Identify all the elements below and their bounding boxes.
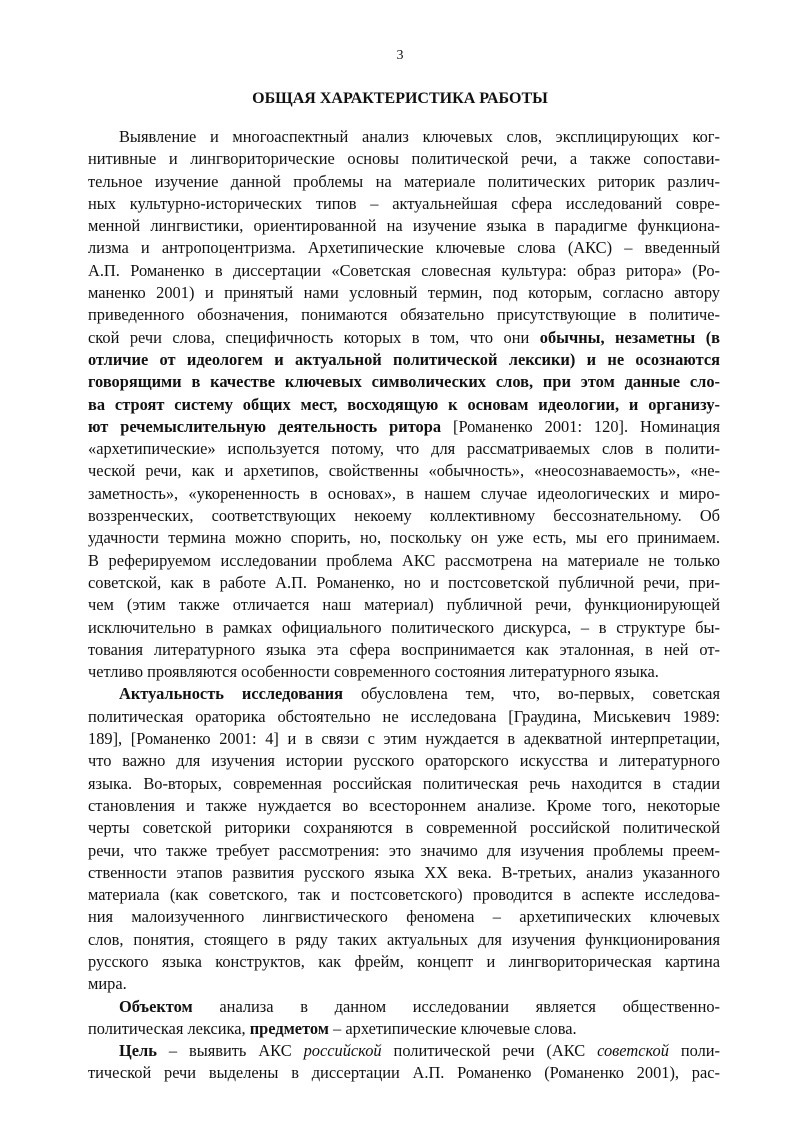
- text-line: [88, 483, 720, 505]
- text-line: [88, 438, 720, 460]
- text-segment: черты советской риторики сохраняются в современной российской политической: [88, 818, 720, 838]
- text-line: [88, 282, 720, 304]
- text-segment: В реферируемом исследовании проблема АКС рассмотрена на материале не только: [88, 550, 720, 570]
- text-line: [88, 148, 720, 170]
- text-line: [88, 639, 720, 661]
- text-line: [88, 304, 720, 326]
- text-segment: мира.: [88, 974, 127, 994]
- text-segment: – выявить АКС: [156, 1041, 304, 1061]
- text-segment: заметность», «укорененность в основах», в нашем случае идеологических и миро-: [88, 483, 720, 503]
- text-line: [88, 617, 720, 639]
- text-segment: материала (как советского, так и постсоветского) проводится в аспекте исследова-: [88, 885, 720, 905]
- text-line: [88, 973, 720, 995]
- text-line: [88, 505, 720, 527]
- page-title: ОБЩАЯ ХАРАКТЕРИСТИКА РАБОТЫ: [252, 90, 548, 107]
- bold-text: обычны, незаметны (в: [539, 327, 721, 347]
- text-segment: политической речи (АКС: [381, 1041, 598, 1061]
- text-segment: анализа в данном исследовании является общественно-: [192, 996, 720, 1016]
- text-segment: тования литературного языка эта сфера воспринимается как эталонная, в ней от-: [88, 639, 720, 659]
- text-line: [88, 906, 720, 928]
- text-line: [88, 683, 720, 705]
- text-line: [88, 215, 720, 237]
- text-segment: ния малоизученного лингвистического феномена – архетипических ключевых: [88, 907, 720, 927]
- italic-text: советской: [597, 1041, 669, 1061]
- text-line: [88, 416, 720, 438]
- text-line: [88, 706, 720, 728]
- text-line: [88, 728, 720, 750]
- bold-text: Цель: [119, 1041, 157, 1061]
- text-segment: воззренческих, соответствующих некоему коллективному бессознательному. Об: [88, 506, 720, 526]
- text-segment: обусловлена тем, что, во-первых, советская: [343, 684, 720, 704]
- text-line: [88, 349, 720, 371]
- text-segment: удачности термина можно спорить, но, поскольку он уже есть, мы его принимаем.: [88, 528, 720, 548]
- text-segment: советской, как в работе А.П. Романенко, но и постсоветской публичной речи, при-: [88, 572, 720, 592]
- text-segment: становления и также нуждается во всестороннем анализе. Кроме того, некоторые: [88, 795, 720, 815]
- text-line: [88, 460, 720, 482]
- text-line: [88, 171, 720, 193]
- text-line: [88, 884, 720, 906]
- text-line: [88, 862, 720, 884]
- text-line: [88, 394, 720, 416]
- text-line: [88, 572, 720, 594]
- text-segment: политическая лексика,: [88, 1018, 250, 1038]
- page-number: 3: [396, 48, 404, 63]
- text-segment: исключительно в рамках официального политического дискурса, – в структуре бы-: [88, 617, 720, 637]
- text-line: [88, 1062, 720, 1084]
- text-line: [88, 237, 720, 259]
- text-segment: ской речи слова, специфичность которых в том, что они: [88, 327, 540, 347]
- text-segment: ческой речи, как и архетипов, свойственны «обычность», «неосознаваемость», «не-: [88, 461, 720, 481]
- text-line: [88, 773, 720, 795]
- text-segment: чем (этим также отличается наш материал) публичной речи, функционирующей: [88, 595, 720, 615]
- text-segment: ных культурно-исторических типов – актуальнейшая сфера исследований совре-: [88, 193, 720, 213]
- bold-text: отличие от идеологем и актуальной политической лексики) и не осознаются: [88, 349, 720, 369]
- text-segment: политическая ораторика обстоятельно не исследована [Граудина, Миськевич 1989:: [88, 706, 720, 726]
- bold-text: Актуальность исследования: [119, 684, 343, 704]
- text-segment: маненко 2001) и принятый нами условный термин, под которым, согласно автору: [88, 283, 720, 303]
- text-line: [88, 260, 720, 282]
- text-segment: 189], [Романенко 2001: 4] и в связи с этим нуждается в адекватной интерпретации,: [88, 729, 720, 749]
- text-segment: тельное изучение данной проблемы на материале политических риторик различ-: [88, 171, 720, 191]
- text-segment: «архетипические» используется потому, что для рассматриваемых слов в полити-: [88, 439, 720, 459]
- text-line: [88, 1018, 720, 1040]
- text-line: [88, 817, 720, 839]
- text-segment: – архетипические ключевые слова.: [328, 1018, 577, 1038]
- bold-text: предметом: [249, 1018, 329, 1038]
- text-segment: Выявление и многоаспектный анализ ключевых слов, эксплицирующих ког-: [119, 127, 720, 146]
- text-segment: менной лингвистики, ориентированной на изучение языка в парадигме функциона-: [88, 216, 720, 236]
- text-segment: нитивные и лингвориторические основы политической речи, а также сопостави-: [88, 149, 720, 169]
- text-line: [88, 193, 720, 215]
- text-segment: поли-: [668, 1041, 721, 1061]
- text-segment: речи, что также требует рассмотрения: это значимо для изучения проблемы преем-: [88, 840, 720, 860]
- text-segment: что важно для изучения истории русского ораторского искусства и литературного: [88, 751, 720, 771]
- paragraph: [88, 683, 720, 995]
- text-segment: [Романенко 2001: 120]. Номинация: [441, 416, 720, 436]
- text-segment: лизма и антропоцентризма. Архетипические ключевые слова (АКС) – введенный: [88, 238, 720, 258]
- text-line: [88, 371, 720, 393]
- bold-text: ва строят систему общих мест, восходящую к основам идеологии, и организу-: [88, 394, 720, 414]
- text-line: [88, 327, 720, 349]
- text-segment: слов, понятия, стоящего в ряду таких актуальных для изучения функционирования: [88, 929, 720, 949]
- text-segment: приведенного обозначения, понимаются обязательно присутствующие в политиче-: [88, 305, 720, 325]
- text-line: [88, 527, 720, 549]
- text-line: [88, 550, 720, 572]
- paragraph: [88, 1040, 720, 1085]
- italic-text: российской: [303, 1041, 382, 1061]
- document-body: [88, 126, 720, 1085]
- text-line: [88, 996, 720, 1018]
- text-segment: русского языка конструктов, как фрейм, концепт и лингвориторическая картина: [88, 951, 720, 971]
- text-line: [88, 951, 720, 973]
- text-line: [88, 750, 720, 772]
- paragraph: [88, 996, 720, 1041]
- text-line: [88, 1040, 720, 1062]
- bold-text: ют речемыслительную деятельность ритора: [88, 416, 442, 436]
- text-line: [88, 126, 720, 148]
- text-line: [88, 594, 720, 616]
- text-segment: четливо проявляются особенности современного состояния литературного языка.: [88, 662, 659, 682]
- text-segment: ственности этапов развития русского языка XX века. В-третьих, анализ указанного: [88, 862, 720, 882]
- text-segment: языка. Во-вторых, современная российская политическая речь находится в стадии: [88, 773, 720, 793]
- text-line: [88, 840, 720, 862]
- text-line: [88, 661, 720, 683]
- bold-text: Объектом: [119, 996, 193, 1016]
- paragraph: [88, 126, 720, 683]
- bold-text: говорящими в качестве ключевых символических слов, при этом данные сло-: [88, 372, 720, 392]
- text-line: [88, 929, 720, 951]
- text-segment: А.П. Романенко в диссертации «Советская словесная культура: образ ритора» (Ро-: [88, 260, 720, 280]
- text-line: [88, 795, 720, 817]
- text-segment: тической речи выделены в диссертации А.П. Романенко (Романенко 2001), рас-: [88, 1063, 720, 1083]
